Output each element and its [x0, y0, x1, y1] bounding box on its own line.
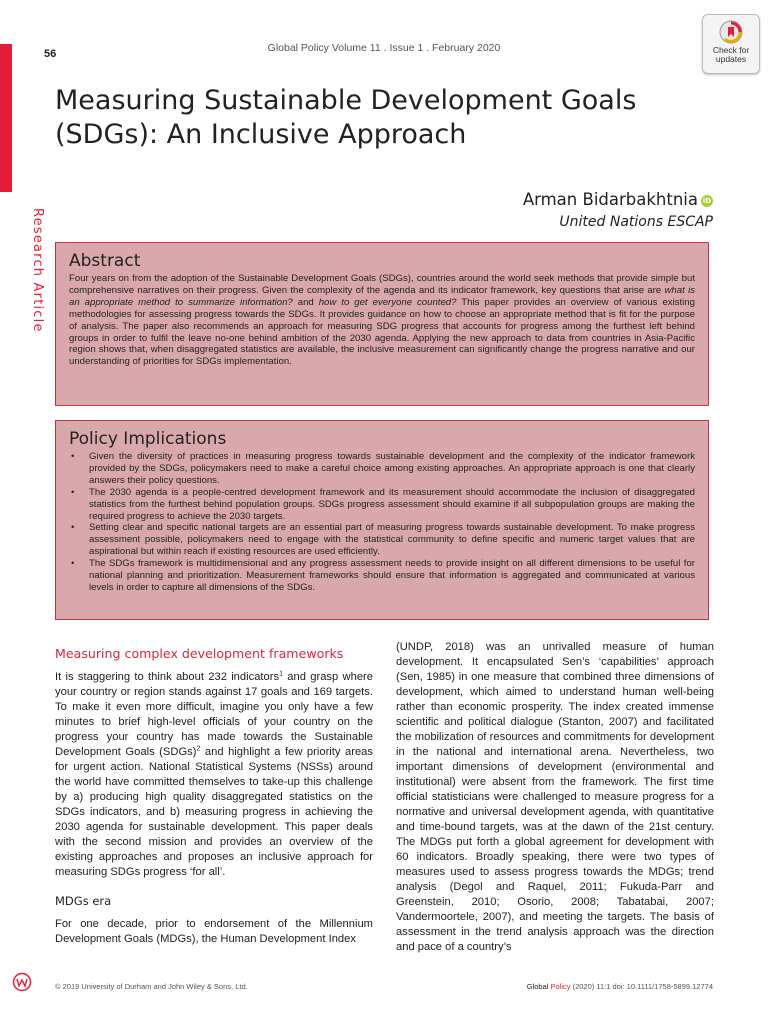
running-head: Global Policy Volume 11 . Issue 1 . February 2020	[267, 42, 501, 54]
wiley-logo-icon	[12, 972, 32, 992]
body-paragraph: (UNDP, 2018) was an unrivalled measure of human development. It encapsulated Sen’s ‘capabilities’ approach (Sen, 1985) in one measure that combined three dimensions of development, which aimed to understand human well-being rather than economic prosperity. The index created immense scientific and political dialogue (Stanton, 2007) and facilitated the mobilization of resources and commitments for development in the national and international arena. Nevertheless, two important dimensions of development (environmental and institutional) were absent from the framework. The first time official statisticians were challenged to measure progress for a normative and universal development agenda, with quantitative and time-bound targets, was at the dawn of the 21st century. The MDGs put forth a global agreement for development with 60 indicators. Broadly speaking, there were two types of measures used to assess progress towards the MDGs; trend analysis (Degol and Raquel, 2011; Fukuda-Parr and Greenstein, 2010; Osorio, 2008; Tabatabai, 2007; Vandermoortele, 2007), and meeting the targets. The basis of assessment in the trend analysis approach was the direction and pace of a country’s	[396, 641, 714, 953]
copyright-notice: © 2019 University of Durham and John Wiley & Sons, Ltd.	[55, 982, 248, 991]
policy-item: • The SDGs framework is multidimensional and any progress assessment needs to provide insight on all different dimensions to be useful for national planning and prioritization. Measurement frameworks should ensure that information is aggregated and communicated at various levels in order to capture all dimensions of the SDGs.	[89, 558, 695, 594]
body-paragraph: It is staggering to think about 232 indicators$^1$ and grasp where your country or region stands against 17 goals and 169 targets. To make it even more difficult, imagine you only have a few minutes to brief high-level officials of your country on the progress your country has made towards the Sustainable Development Goals (SDGs)$^2$ and highlight a few priority areas for urgent action. National Statistical Systems (NSSs) around the world have committed themselves to take-up this challenge by a) producing high quality disaggregated statistics on the SDGs indicators, and b) measuring progress in achieving the 2030 agenda for sustainable development. This paper deals with the second mission and provides an overview of the existing approaches and proposes an inclusive approach for measuring SDGs progress ‘for all’.	[55, 670, 373, 878]
policy-heading: Policy Implications	[69, 429, 227, 449]
check-updates-line1: Check for	[712, 45, 750, 55]
subsection-heading: MDGs era	[55, 894, 112, 908]
doi-citation[interactable]: (2020) 11:1 doi: 10.1111/1758-5899.12774	[572, 982, 713, 991]
author-affiliation: United Nations ESCAP	[559, 214, 713, 230]
author-name[interactable]: Arman Bidarbakhtnia	[522, 190, 698, 209]
abstract-heading: Abstract	[69, 251, 141, 271]
abstract-box	[55, 242, 709, 406]
accent-bar	[0, 44, 12, 192]
body-column-right	[396, 640, 714, 955]
policy-implications-box	[55, 420, 709, 620]
check-for-updates-button[interactable]	[702, 14, 760, 74]
policy-item: • The 2030 agenda is a people-centred development framework and its measurement should accommodate the inclusion of disaggregated statistics from the furthest behind population groups. SDGs progress assessment should examine if all subpopulation groups are making the required progress to achieve the 2030 targets.	[89, 487, 695, 523]
policy-item: • Given the diversity of practices in measuring progress towards sustainable development and the complexity of the indicator framework provided by the SDGs, policymakers need to make a careful choice among existing approaches. An appropriate approach is one that clearly answers their policy questions.	[89, 451, 695, 487]
orcid-icon[interactable]: iD	[702, 196, 712, 205]
author-line	[523, 190, 713, 209]
check-for-updates-icon	[719, 20, 743, 44]
footnote-ref[interactable]: 1	[279, 670, 283, 678]
abstract-text: Four years on from the adoption of the Sustainable Development Goals (SDGs), countries around the world seek methods that provide simple but comprehensive narratives on their progress. Given the complexity of the agenda and its indicator framework, key questions that arise are what is an appropriate method to summarize information? and how to get everyone counted? This paper provides an overview of various existing methodologies for assessing progress towards the SDGs. It provides guidance on how to choose an appropriate method that is fit for the purpose of analysis. The paper also recommends an approach for measuring SDG progress that accounts for progress among the furthest left behind groups in order to fulfil the leave no-one behind ambition of the 2030 agenda. Applying the new approach to data from countries in Asia-Pacific region shows that, when disaggregated statistics are available, the inclusive measurement can significantly change the progress narrative and our understanding of priorities for SDGs implementation.	[69, 273, 695, 368]
article-title: Measuring Sustainable Development Goals (SDGs): An Inclusive Approach	[55, 85, 637, 150]
page-number: 56	[44, 48, 57, 60]
citation-footer: Global Policy (2020) 11:1 doi: 10.1111/1758-5899.12774	[526, 982, 713, 991]
article-type-label: Research Article	[30, 208, 45, 333]
policy-list	[69, 451, 695, 594]
body-column-left	[55, 646, 373, 947]
section-heading: Measuring complex development frameworks	[55, 646, 344, 661]
body-paragraph: For one decade, prior to endorsement of the Millennium Development Goals (MDGs), the Human Development Index	[55, 918, 373, 945]
policy-item: • Setting clear and specific national targets are an essential part of measuring progress towards sustainable development. To make progress assessment possible, policymakers need to engage with the statistical community to define specific and numeric target values that are aspirational but within reach if existing resources are used efficiently.	[89, 522, 695, 558]
footnote-ref[interactable]: 2	[196, 745, 201, 753]
check-updates-line2: updates	[715, 54, 747, 64]
